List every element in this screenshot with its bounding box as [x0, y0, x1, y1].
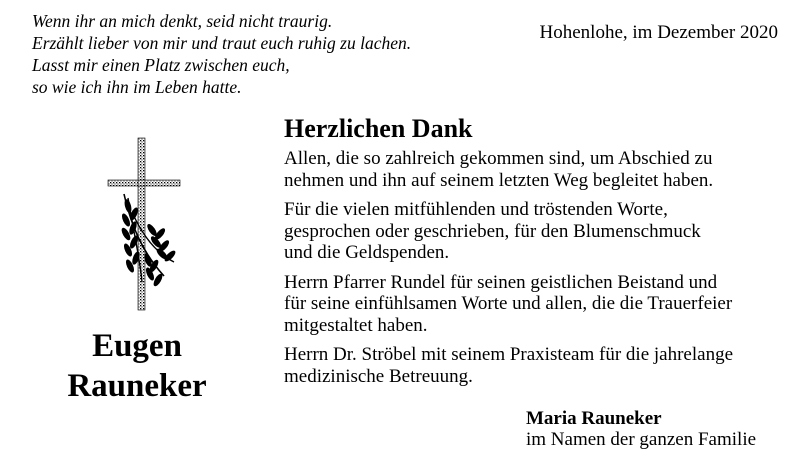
poem-line: Lasst mir einen Platz zwischen euch, [32, 55, 290, 75]
paragraph-line: mitgestaltet haben. [284, 314, 428, 336]
paragraph-line: Herrn Pfarrer Rundel für seinen geistlichen Beistand und [284, 271, 718, 293]
thanks-paragraph [284, 272, 784, 337]
cross-with-wheat-icon [104, 134, 190, 314]
poem-line: Wenn ihr an mich denkt, seid nicht traurig. [32, 11, 333, 31]
paragraph-line: Für die vielen mitfühlenden und tröstenden Worte, [284, 199, 668, 220]
paragraph-line: Herrn Dr. Ströbel mit seinem Praxisteam für die jahrelange [284, 344, 734, 365]
poem-line: so wie ich ihn im Leben hatte. [32, 77, 242, 97]
deceased-last-name: Rauneker [67, 368, 207, 404]
place-date: Hohenlohe, im Dezember 2020 [539, 22, 778, 43]
signature [526, 408, 756, 450]
signature-name: Maria Rauneker [526, 408, 662, 429]
thanks-paragraph [284, 148, 784, 191]
thanks-paragraph [284, 344, 784, 387]
paragraph-line: und die Geldspenden. [284, 242, 450, 263]
poem-line: Erzählt lieber von mir und traut euch ruhig zu lachen. [32, 33, 412, 53]
paragraph-line: medizinische Betreuung. [284, 365, 473, 387]
paragraph-line: gesprochen oder geschrieben, für den Blumenschmuck [284, 220, 701, 242]
thanks-body [284, 148, 784, 395]
poem [32, 10, 492, 98]
paragraph-line: nehmen und ihn auf seinem letzten Weg begleitet haben. [284, 169, 714, 191]
thanks-paragraph [284, 199, 784, 264]
deceased-first-name: Eugen [92, 328, 182, 364]
paragraph-line: Allen, die so zahlreich gekommen sind, um Abschied zu [284, 148, 713, 169]
paragraph-line: für seine einfühlsamen Worte und allen, die die Trauerfeier [284, 293, 733, 314]
page-title: Herzlichen Dank [284, 114, 473, 143]
signature-subtitle: im Namen der ganzen Familie [526, 429, 757, 450]
deceased-name [20, 326, 254, 406]
